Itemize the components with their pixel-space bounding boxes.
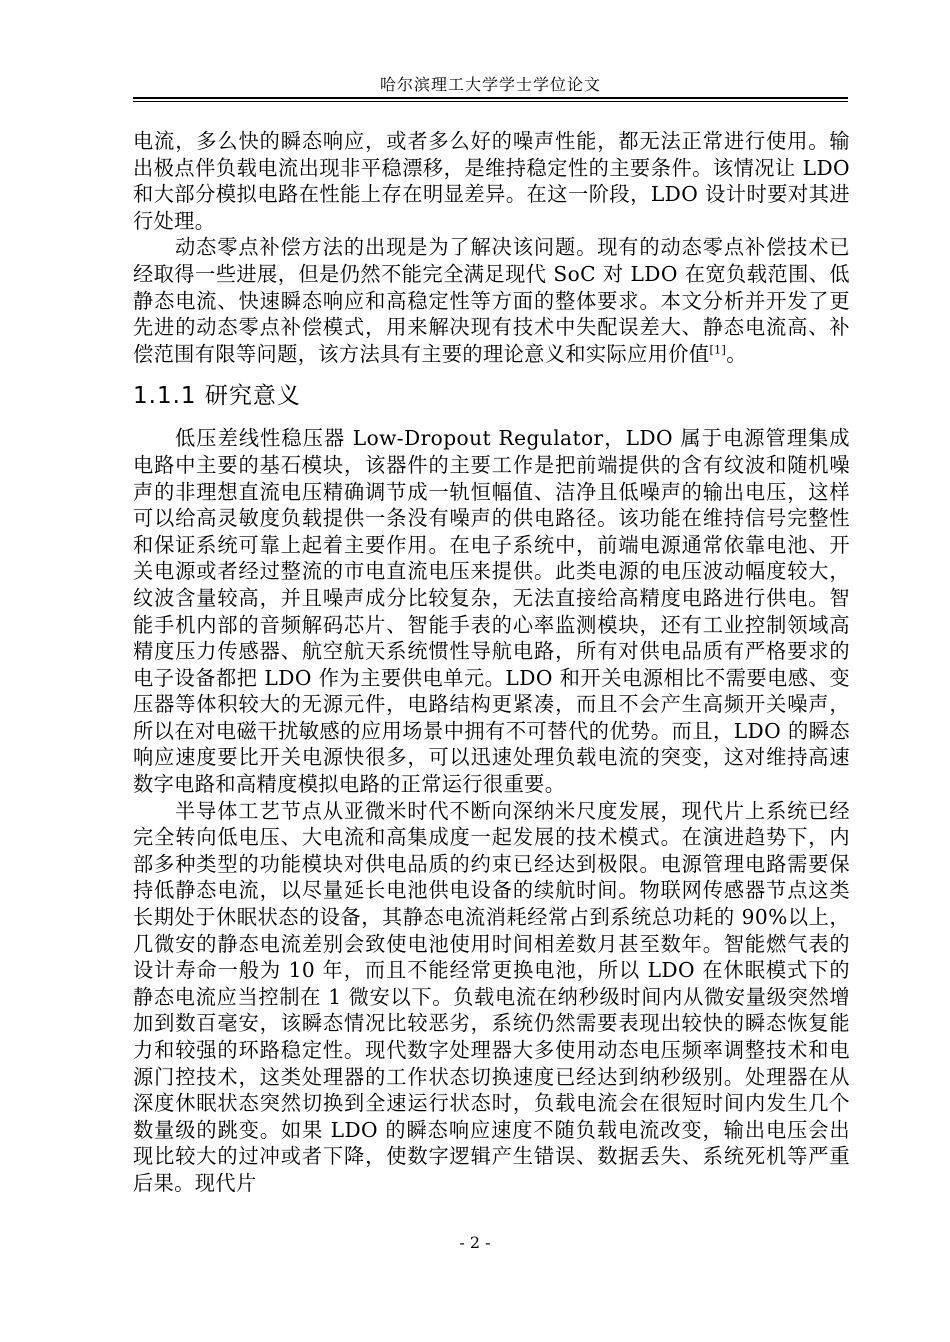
citation-reference: [1] [709, 343, 727, 357]
paragraph-dynamic-zero-compensation [133, 234, 850, 367]
paragraph-text: 动态零点补偿方法的出现是为了解决该问题。现有的动态零点补偿技术已经取得一些进展，但是仍然不能完全满足现代 SoC 对 LDO 在宽负载范围、低静态电流、快速瞬态响应和高稳定性等方面的整体要求。本文分析并开发了更先进的动态零点补偿模式，用来解决现有技术中失配误差大、静态电流高、补偿范围有限等问题，该方法具有主要的理论意义和实际应用价值 [133, 235, 850, 366]
paragraph-end-punctuation: 。 [726, 341, 747, 366]
paragraph-ldo-overview: 低压差线性稳压器 Low-Dropout Regulator，LDO 属于电源管理集成电路中主要的基石模块，该器件的主要工作是把前端提供的含有纹波和随机噪声的非理想直流电压精确调节成一轨恒幅值、洁净且低噪声的输出电压，这样可以给高灵敏度负载提供一条没有噪声的供电路径。该功能在维持信号完整性和保证系统可靠上起着主要作用。在电子系统中，前端电源通常依靠电池、开关电源或者经过整流的市电直流电压来提供。此类电源的电压波动幅度较大，纹波含量较高，并且噪声成分比较复杂，无法直接给高精度电路进行供电。智能手机内部的音频解码芯片、智能手表的心率监测模块，还有工业控制领域高精度压力传感器、航空航天系统惯性导航电路，所有对供电品质有严格要求的电子设备都把 LDO 作为主要供电单元。LDO 和开关电源相比不需要电感、变压器等体积较大的无源元件，电路结构更紧凑，而且不会产生高频开关噪声，所以在对电磁干扰敏感的应用场景中拥有不可替代的优势。而且，LDO 的瞬态响应速度要比开关电源快很多，可以迅速处理负载电流的突变，这对维持高速数字电路和高精度模拟电路的正常运行很重要。 [133, 426, 850, 797]
paragraph-process-node: 半导体工艺节点从亚微米时代不断向深纳米尺度发展，现代片上系统已经完全转向低电压、大电流和高集成度一起发展的技术模式。在演进趋势下，内部多种类型的功能模块对供电品质的约束已经达到极限。电源管理电路需要保持低静态电流，以尽量延长电池供电设备的续航时间。物联网传感器节点这类长期处于休眠状态的设备，其静态电流消耗经常占到系统总功耗的 90%以上，几微安的静态电流差别会致使电池使用时间相差数月甚至数年。智能燃气表的设计寿命一般为 10 年，而且不能经常更换电池，所以 LDO 在休眠模式下的静态电流应当控制在 1 微安以下。负载电流在纳秒级时间内从微安量级突然增加到数百毫安，该瞬态情况比较恶劣，系统仍然需要表现出较快的瞬态恢复能力和较强的环路稳定性。现代数字处理器大多使用动态电压频率调整技术和电源门控技术，这类处理器的工作状态切换速度已经达到纳秒级别。处理器在从深度休眠状态突然切换到全速运行状态时，负载电流会在很短时间内发生几个数量级的跳变。如果 LDO 的瞬态响应速度不随负载电流改变，输出电压会出现比较大的过冲或者下降，使数字逻辑产生错误、数据丢失、系统死机等严重后果。现代片 [133, 798, 850, 1195]
section-heading: 1.1.1 研究意义 [133, 383, 301, 410]
running-header: 哈尔滨理工大学学士学位论文 [379, 75, 601, 94]
header-divider [133, 97, 848, 102]
page-body [133, 128, 850, 1197]
paragraph-continuation: 电流，多么快的瞬态响应，或者多么好的噪声性能，都无法正常进行使用。输出极点伴负载电流出现非平稳漂移，是维持稳定性的主要条件。该情况让 LDO 和大部分模拟电路在性能上存在明显差异。在这一阶段，LDO 设计时要对其进行处理。 [133, 129, 850, 233]
page-number: - 2 - [459, 1233, 491, 1252]
